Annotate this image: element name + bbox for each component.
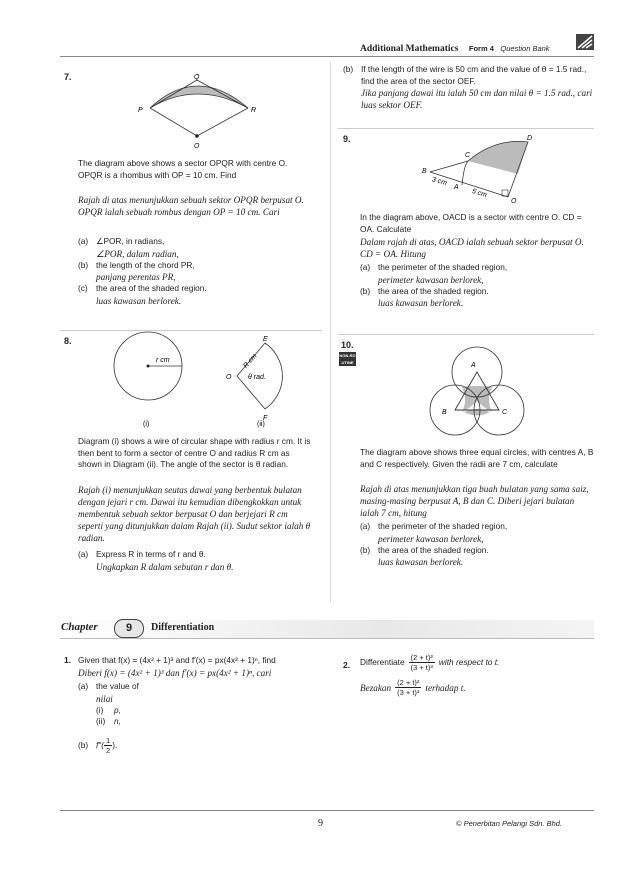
q9-text-ms: Dalam rajah di atas, OACD ialah sebuah sektor berpusat O. CD = OA. Hitung bbox=[360, 237, 584, 259]
q10-label-c: C bbox=[502, 409, 508, 416]
c2-num-en: (2 + t)² bbox=[410, 653, 433, 662]
q9-parts bbox=[360, 262, 594, 309]
q8-parts bbox=[78, 549, 314, 573]
q10-text-ms: Rajah di atas menunjukkan tiga buah bulatan yang sama saiz, masing-masing berpusat A, B dan C. Diberi jejari bulatan ialah 7 cm, hitung bbox=[360, 484, 589, 518]
c2-line-ms bbox=[360, 678, 466, 697]
q8b-ms: Jika panjang dawai itu ialah 50 cm dan nilai θ = 1.5 rad., cari luas sektor OEF. bbox=[361, 88, 593, 110]
q9b-label: (b) bbox=[360, 285, 371, 296]
q7-parts bbox=[78, 236, 314, 307]
q7-shaded-segment bbox=[150, 86, 248, 108]
header-logo-icon bbox=[576, 34, 594, 50]
q7c-en: the area of the shaded region. bbox=[96, 283, 207, 293]
page-header bbox=[360, 38, 594, 56]
c1a-i-text: p, bbox=[114, 704, 121, 715]
q8-label-f: F bbox=[263, 415, 268, 422]
q10-diagram bbox=[420, 340, 530, 440]
q7b-ms: panjang perentas PR, bbox=[96, 272, 176, 282]
page-number: 9 bbox=[318, 818, 323, 829]
q7-text-ms: Rajah di atas menunjukkan sebuah sektor OPQR berpusat O. OPQR ialah sebuah rombus dengan OP = 10 cm. Cari bbox=[78, 195, 304, 217]
c2-post-ms: terhadap t. bbox=[425, 682, 466, 693]
q10-label-b: B bbox=[442, 409, 447, 416]
q10b-label: (b) bbox=[360, 544, 371, 555]
q8-number: 8. bbox=[64, 336, 72, 346]
q8a-ms: Ungkapkan R dalam sebutan r dan θ. bbox=[96, 561, 234, 572]
q7-diagram bbox=[130, 70, 280, 155]
copyright: © Penerbitan Pelangi Sdn. Bhd. bbox=[456, 819, 563, 828]
q9-label-d: D bbox=[527, 135, 533, 142]
q8-caption-ii: (ii) bbox=[257, 421, 265, 428]
c1a-ii-label: (ii) bbox=[96, 716, 106, 726]
q9-diagram bbox=[410, 130, 550, 206]
q7-label-q: Q bbox=[194, 74, 200, 81]
q10-parts bbox=[360, 521, 594, 568]
q10-number: 10. bbox=[341, 340, 354, 350]
q7-label-r: R bbox=[251, 107, 257, 114]
q9b-ms: luas kawasan berlorek. bbox=[378, 298, 464, 308]
q7a-label: (a) bbox=[78, 236, 89, 246]
c2-den-ms: (3 + t)³ bbox=[397, 688, 420, 697]
q7c-ms: luas kawasan berlorek. bbox=[96, 295, 182, 306]
q8-text-en: Diagram (i) shows a wire of circular shape with radius r cm. It is then bent to form a sector of centre O and radius R cm as shown in Diagram (ii). The angle of the sector is θ radian. bbox=[78, 436, 311, 469]
q9-label-a: A bbox=[454, 184, 459, 191]
c1-part-a bbox=[78, 681, 278, 728]
q9-label-3cm: 3 cm bbox=[431, 176, 448, 188]
chapter-title: Differentiation bbox=[151, 622, 215, 633]
c1-part-b bbox=[78, 736, 117, 755]
chapter-label: Chapter bbox=[61, 621, 98, 633]
q7b-label: (b) bbox=[78, 259, 89, 270]
q8-label-e: E bbox=[263, 336, 268, 343]
q9-label-b: B bbox=[422, 168, 427, 175]
c1-line-en: Given that f(x) = (4x² + 1)³ and f′(x) = px(4x² + 1)ⁿ, find bbox=[78, 655, 276, 665]
column-divider bbox=[330, 62, 331, 602]
q8-caption-i: (i) bbox=[143, 421, 150, 428]
q9-label-o: O bbox=[511, 198, 517, 205]
header-subtitle: Question Bank bbox=[500, 44, 550, 53]
q9-shaded-region bbox=[468, 141, 528, 174]
divider-right-1 bbox=[338, 128, 594, 129]
header-title: Additional Mathematics bbox=[360, 44, 459, 54]
q10-label-a: A bbox=[471, 362, 476, 369]
q8b-label: (b) bbox=[343, 64, 354, 74]
q9a-en: the perimeter of the shaded region, bbox=[378, 262, 508, 272]
c2-pre-ms: Bezakan bbox=[360, 682, 392, 693]
c1b-label: (b) bbox=[78, 739, 89, 750]
q7c-label: (c) bbox=[78, 283, 88, 293]
c2-number: 2. bbox=[343, 660, 351, 670]
chapter-number-badge bbox=[114, 619, 144, 638]
q8a-label: (a) bbox=[78, 549, 89, 559]
q7b-en: the length of the chord PR, bbox=[96, 259, 195, 270]
c2-post-en: with respect to t. bbox=[438, 656, 500, 667]
q9-label-5cm: 5 cm bbox=[471, 187, 488, 200]
c1-number: 1. bbox=[64, 655, 72, 665]
q8b-en: If the length of the wire is 50 cm and the value of θ = 1.5 rad., find the area of the sector OEF. bbox=[361, 64, 587, 86]
header-rule bbox=[60, 56, 594, 57]
q7a-ms: ∠POR, dalam radian, bbox=[96, 248, 179, 259]
q10a-en: the perimeter of the shaded region, bbox=[378, 521, 508, 531]
q7-label-p: P bbox=[138, 107, 143, 114]
q8-label-theta: θ rad. bbox=[248, 374, 266, 381]
q7-text-en: The diagram above shows a sector OPQR with centre O. OPQR is a rhombus with OP = 10 cm. Find bbox=[78, 158, 288, 180]
q10b-en: the area of the shaded region. bbox=[378, 544, 489, 555]
q10b-ms: luas kawasan berlorek. bbox=[378, 557, 464, 567]
q10-text-en: The diagram above shows three equal circles, with centres A, B and C respectively. Given the radii are 7 cm, calculate bbox=[360, 447, 594, 469]
q9-text-en: In the diagram above, OACD is a sector with centre O. CD = OA. Calculate bbox=[360, 212, 582, 234]
q7-number: 7. bbox=[64, 72, 72, 82]
c1-line-ms: Diberi f(x) = (4x² + 1)³ dan f′(x) = px(4x² + 1)ⁿ, cari bbox=[78, 668, 272, 678]
q7a-en: ∠POR, in radians, bbox=[96, 236, 165, 246]
c2-num-ms: (2 + t)² bbox=[397, 678, 420, 687]
c2-fraction-en bbox=[409, 653, 435, 672]
c1b-fraction bbox=[104, 736, 112, 755]
q8-label-Rcm: R cm bbox=[242, 352, 259, 370]
c2-fraction-ms bbox=[395, 678, 421, 697]
q9a-label: (a) bbox=[360, 262, 371, 272]
q7-label-o: O bbox=[194, 143, 200, 150]
q9a-ms: perimeter kawasan berlorek, bbox=[378, 274, 484, 285]
q9-number: 9. bbox=[343, 134, 351, 144]
c1a-i-label: (i) bbox=[96, 704, 104, 715]
c1a-en: the value of bbox=[96, 681, 139, 691]
c2-line-en bbox=[360, 653, 499, 672]
q10a-label: (a) bbox=[360, 521, 371, 531]
q8-diagram bbox=[100, 330, 310, 430]
c2-pre-en: Differentiate bbox=[360, 656, 405, 667]
q8-label-rcm: r cm bbox=[156, 357, 170, 364]
c1b-den: 2 bbox=[106, 746, 111, 755]
c1a-ii-text: n, bbox=[114, 716, 121, 726]
c2-den-en: (3 + t)³ bbox=[410, 663, 433, 672]
q8-label-o: O bbox=[226, 374, 232, 381]
q9-label-c: C bbox=[465, 152, 471, 159]
q8a-en: Express R in terms of r and θ. bbox=[96, 549, 206, 559]
header-form: Form 4 bbox=[468, 44, 494, 53]
c1a-ms: nilai bbox=[96, 693, 113, 704]
q8-text-ms: Rajah (i) menunjukkan seutas dawai yang berbentuk bulatan dengan jejari r cm. Dawai itu kemudian dibengkokkan untuk membentuk sebuah sektor berpusat O dan berjejari R cm seperti yang ditunjukkan dalam Rajah (ii). Sudut sektor ialah θ radian. bbox=[78, 485, 311, 543]
q9b-en: the area of the shaded region. bbox=[378, 285, 489, 296]
non-routine-badge bbox=[339, 352, 356, 366]
q10a-ms: perimeter kawasan berlorek, bbox=[378, 533, 484, 544]
c1b-post: ). bbox=[112, 739, 118, 750]
chapter-number: 9 bbox=[125, 622, 133, 634]
c1a-label: (a) bbox=[78, 681, 89, 691]
non-routine-badge-text: NON-ROUTINE bbox=[339, 353, 356, 365]
c1b-num: 1 bbox=[106, 736, 111, 745]
q8b-part bbox=[343, 64, 593, 111]
divider-right-2 bbox=[338, 334, 594, 335]
footer-rule bbox=[60, 810, 594, 811]
c1b-pre: f″( bbox=[96, 739, 105, 750]
